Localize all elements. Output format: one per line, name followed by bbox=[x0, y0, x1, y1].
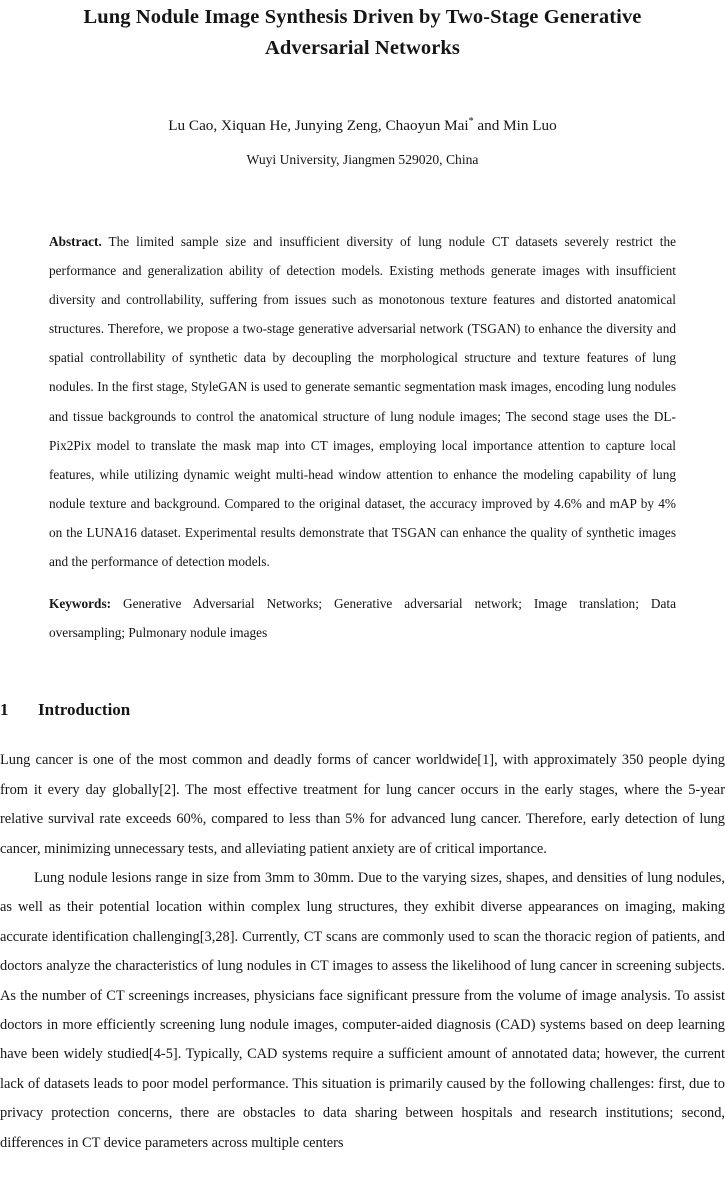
abstract-block bbox=[49, 170, 676, 647]
author-names-tail: and Min Luo bbox=[473, 117, 557, 134]
keywords-text: Generative Adversarial Networks; Generative adversarial network; Image translation; Data oversampling; Pulmonary nodule images bbox=[49, 596, 676, 641]
body-paragraph: Lung nodule lesions range in size from 3mm to 30mm. Due to the varying sizes, shapes, and densities of lung nodules, as well as their potential location within complex lung structures, they exhibit diverse appearances on imaging, making accurate identification challenging[3,28]. Currently, CT scans are commonly used to scan the thoracic region of patients, and doctors analyze the characteristics of lung nodules in CT images to assess the likelihood of lung cancer in screening subjects. As the number of CT screenings increases, physicians face significant pressure from the volume of image analysis. To assist doctors in more efficiently screening lung nodule images, computer-aided diagnosis (CAD) systems based on deep learning have been widely studied[4-5]. Typically, CAD systems require a sufficient amount of annotated data; however, the current lack of datasets leads to poor model performance. This situation is primarily caused by the following challenges: first, due to privacy protection concerns, there are obstacles to data sharing between hospitals and research institutions; second, differences in CT device parameters across multiple centers bbox=[0, 869, 725, 1151]
title-line-1: Lung Nodule Image Synthesis Driven by Two-Stage Generative bbox=[83, 6, 642, 28]
author-names: Lu Cao, Xiquan He, Junying Zeng, Chaoyun Mai bbox=[168, 117, 469, 134]
affiliation: Wuyi University, Jiangmen 529020, China bbox=[246, 152, 479, 167]
abstract-label: Abstract. bbox=[49, 234, 102, 249]
corresponding-author-marker: * bbox=[468, 115, 474, 127]
title-line-2: Adversarial Networks bbox=[264, 37, 460, 59]
abstract-paragraph bbox=[49, 227, 676, 576]
section-title: Introduction bbox=[38, 700, 131, 720]
author-list bbox=[0, 64, 725, 136]
keywords-paragraph bbox=[49, 576, 676, 647]
keywords-label: Keywords: bbox=[49, 596, 112, 612]
body-text bbox=[0, 720, 725, 1158]
body-paragraph: Lung cancer is one of the most common and deadly forms of cancer worldwide[1], with approximately 350 people dying from it every day globally[2]. The most effective treatment for lung cancer occurs in the early stages, where the 5-year relative survival rate exceeds 60%, compared to less than 5% for advanced lung cancer. Therefore, early detection of lung cancer, minimizing unnecessary tests, and alleviating patient anxiety are of critical importance. bbox=[0, 752, 725, 857]
page-title bbox=[0, 0, 725, 64]
section-heading-introduction bbox=[0, 647, 725, 720]
abstract-text: The limited sample size and insufficient diversity of lung nodule CT datasets severely restrict the performance and generalization ability of detection models. Existing methods generate images with insufficient diversity and controllability, suffering from issues such as monotonous texture features and distorted anatomical structures. Therefore, we propose a two-stage generative adversarial network (TSGAN) to enhance the diversity and spatial controllability of synthetic data by decoupling the morphological structure and texture features of lung nodules. In the first stage, StyleGAN is used to generate semantic segmentation mask images, encoding lung nodules and tissue backgrounds to control the anatomical structure of lung nodule images; The second stage uses the DL-Pix2Pix model to translate the mask map into CT images, employing local importance attention to capture local features, while utilizing dynamic weight multi-head window attention to enhance the modeling capability of lung nodule texture and background. Compared to the original dataset, the accuracy improved by 4.6% and mAP by 4% on the LUNA16 dataset. Experimental results demonstrate that TSGAN can enhance the quality of synthetic images and the performance of detection models. bbox=[49, 234, 676, 570]
section-number: 1 bbox=[0, 700, 9, 720]
